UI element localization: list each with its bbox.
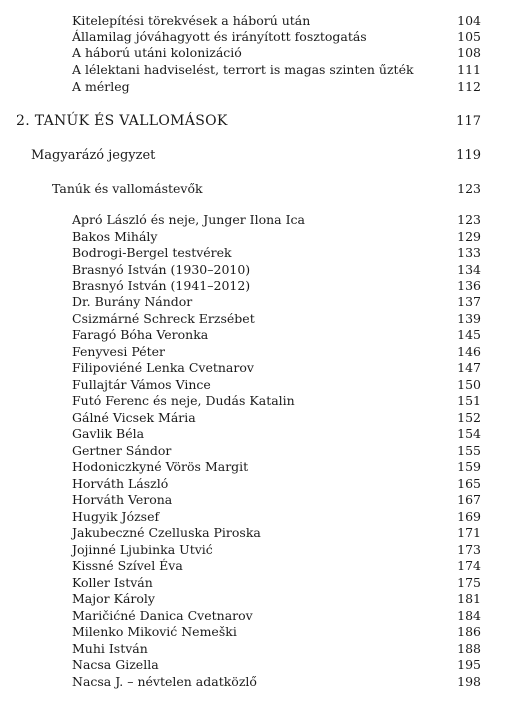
toc-chapter-page: 117: [456, 114, 481, 129]
toc-witness-name: Fullajtár Vámos Vince: [72, 377, 211, 392]
toc-witness-page: 173: [457, 542, 481, 557]
toc-witness-entry: [0, 343, 513, 360]
toc-witness-entry: [0, 376, 513, 393]
toc-witness-name: Gertner Sándor: [72, 443, 172, 458]
toc-witness-entry: [0, 211, 513, 228]
toc-witness-entry: [0, 491, 513, 508]
toc-entry-title: A lélektani hadviselést, terrort is magas szinten űzték: [72, 62, 414, 77]
toc-witness-page: 139: [457, 311, 481, 326]
toc-chapter-title: 2. TANÚK ÉS VALLOMÁSOK: [16, 113, 228, 129]
toc-witness-entry: [0, 277, 513, 294]
toc-entry-title: Kitelepítési törekvések a háború után: [72, 13, 311, 28]
toc-witness-page: 146: [457, 344, 481, 359]
toc-witness-page: 167: [457, 492, 481, 507]
toc-witness-entry: [0, 623, 513, 640]
toc-witness-name: Bakos Mihály: [72, 229, 158, 244]
toc-witness-name: Kissné Szível Éva: [72, 558, 183, 573]
toc-witness-page: 165: [457, 476, 481, 491]
toc-witness-entry: [0, 359, 513, 376]
toc-witness-page: 186: [457, 624, 481, 639]
toc-witness-page: 184: [457, 608, 481, 623]
toc-witness-entry: [0, 574, 513, 591]
toc-witness-name: Apró László és neje, Junger Ilona Ica: [72, 212, 305, 227]
toc-witness-name: Hugyik József: [72, 509, 160, 524]
toc-witness-page: 145: [457, 327, 481, 342]
toc-entry-title: Államilag jóváhagyott és irányított fosztogatás: [72, 29, 367, 44]
toc-witness-page: 154: [457, 426, 481, 441]
toc-witness-name: Brasnyó István (1941–2012): [72, 278, 251, 293]
toc-witness-entry: [0, 673, 513, 690]
toc-witness-name: Koller István: [72, 575, 153, 590]
toc-witness-name: Milenko Miković Nemeški: [72, 624, 237, 639]
toc-entry-title: A mérleg: [72, 79, 130, 94]
toc-witness-name: Filipoviéné Lenka Cvetnarov: [72, 360, 254, 375]
toc-witness-page: 150: [457, 377, 481, 392]
toc-witness-entry: [0, 590, 513, 607]
toc-witness-page: 159: [457, 459, 481, 474]
toc-entry-page: 104: [457, 13, 481, 28]
toc-entry: [0, 28, 513, 45]
toc-witness-page: 129: [457, 229, 481, 244]
toc-entry: [0, 61, 513, 78]
toc-witness-entry: [0, 475, 513, 492]
toc-entry-title: A háború utáni kolonizáció: [72, 45, 242, 60]
toc-witness-entry: [0, 310, 513, 327]
toc-witness-name: Nacsa J. – névtelen adatközlő: [72, 674, 257, 689]
toc-witness-entry: [0, 524, 513, 541]
toc-section: [0, 147, 513, 164]
toc-witness-name: Gálné Vicsek Mária: [72, 410, 196, 425]
toc-witness-entry: [0, 228, 513, 245]
toc-witness-entry: [0, 607, 513, 624]
toc-witness-name: Hodoniczkyné Vörös Margit: [72, 459, 249, 474]
toc-entry: [0, 78, 513, 95]
toc-entry-page: 105: [457, 29, 481, 44]
toc-witness-entry: [0, 261, 513, 278]
toc-witness-entry: [0, 656, 513, 673]
toc-witness-entry: [0, 293, 513, 310]
toc-witness-name: Muhi István: [72, 641, 148, 656]
toc-subsection: [0, 180, 513, 197]
toc-witness-page: 198: [457, 674, 481, 689]
toc-witness-page: 152: [457, 410, 481, 425]
toc-witness-page: 136: [457, 278, 481, 293]
toc-witness-page: 181: [457, 591, 481, 606]
toc-witness-name: Faragó Bóha Veronka: [72, 327, 209, 342]
toc-witness-page: 147: [457, 360, 481, 375]
toc-witness-entry: [0, 425, 513, 442]
toc-witness-page: 188: [457, 641, 481, 656]
toc-witness-page: 195: [457, 657, 481, 672]
toc-witness-entry: [0, 392, 513, 409]
toc-entry: [0, 12, 513, 29]
toc-entry: [0, 44, 513, 61]
toc-section-title: Magyarázó jegyzet: [31, 148, 156, 163]
toc-witness-entry: [0, 541, 513, 558]
toc-witness-entry: [0, 557, 513, 574]
toc-entry-page: 112: [457, 79, 481, 94]
toc-entry-page: 111: [457, 62, 481, 77]
toc-witness-name: Jakubeczné Czelluska Piroska: [72, 525, 261, 540]
toc-witness-name: Fenyvesi Péter: [72, 344, 165, 359]
toc-witness-entry: [0, 508, 513, 525]
toc-witness-page: 137: [457, 294, 481, 309]
toc-subsection-page: 123: [457, 181, 481, 196]
toc-witness-name: Brasnyó István (1930–2010): [72, 262, 251, 277]
toc-witness-name: Gavlik Béla: [72, 426, 145, 441]
toc-witness-entry: [0, 409, 513, 426]
toc-witness-name: Maričićné Danica Cvetnarov: [72, 608, 253, 623]
toc-witness-name: Futó Ferenc és neje, Dudás Katalin: [72, 393, 295, 408]
toc-chapter: [0, 113, 513, 130]
toc-witness-page: 169: [457, 509, 481, 524]
toc-witness-entry: [0, 458, 513, 475]
toc-witness-page: 174: [457, 558, 481, 573]
toc-witness-entry: [0, 244, 513, 261]
toc-witness-name: Horváth László: [72, 476, 169, 491]
toc-subsection-title: Tanúk és vallomástevők: [52, 181, 203, 196]
toc-witness-name: Major Károly: [72, 591, 155, 606]
toc-witness-page: 155: [457, 443, 481, 458]
toc-witness-page: 171: [457, 525, 481, 540]
toc-entry-page: 108: [457, 45, 481, 60]
toc-witness-name: Jojinné Ljubinka Utvić: [72, 542, 213, 557]
toc-witness-entry: [0, 326, 513, 343]
toc-witness-page: 151: [457, 393, 481, 408]
toc-section-page: 119: [456, 148, 481, 163]
toc-witness-name: Horváth Verona: [72, 492, 173, 507]
toc-witness-page: 133: [457, 245, 481, 260]
toc-witness-name: Bodrogi-Bergel testvérek: [72, 245, 232, 260]
toc-witness-entry: [0, 442, 513, 459]
toc-witness-entry: [0, 640, 513, 657]
toc-witness-name: Csizmárné Schreck Erzsébet: [72, 311, 255, 326]
toc-witness-page: 134: [457, 262, 481, 277]
toc-witness-name: Nacsa Gizella: [72, 657, 159, 672]
toc-witness-page: 175: [457, 575, 481, 590]
toc-witness-name: Dr. Burány Nándor: [72, 294, 193, 309]
toc-witness-page: 123: [457, 212, 481, 227]
